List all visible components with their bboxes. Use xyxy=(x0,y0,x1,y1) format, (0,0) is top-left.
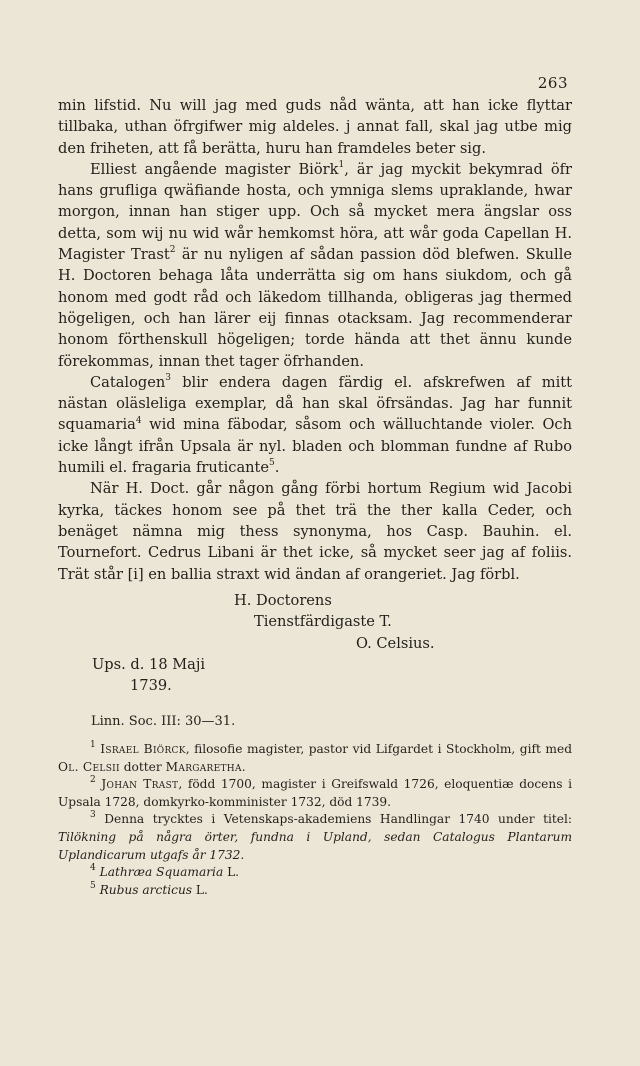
letter-body xyxy=(58,95,572,585)
footnote-text: Lathræa Squamaria xyxy=(99,865,224,880)
place-date: Ups. d. 18 Maji xyxy=(92,656,206,673)
footnote-text: Ol. Celsii xyxy=(58,759,120,774)
paragraph xyxy=(58,372,572,478)
paragraph xyxy=(58,159,572,372)
paragraph-text: wid mina fäbodar, såsom och wälluchtande violer. Och icke långt ifrån Upsala är nyl. bladen och blomman fundne af Rubo humili el. fragaria fruticante xyxy=(58,416,572,477)
paragraph xyxy=(58,95,572,159)
source-reference: Linn. Soc. III: 30—31. xyxy=(91,714,236,729)
paragraph xyxy=(58,478,572,584)
footnote xyxy=(58,882,572,900)
footnote-text: , född 1700, magister i Greifswald 1726, eloquentiæ docens i Upsala 1728, domkyrko-komminister 1732, död 1739. xyxy=(58,777,573,809)
footnotes xyxy=(58,741,572,899)
paragraph-text: är nu nyligen af sådan passion död blefwen. Skulle H. Doctoren behaga låta underrätta sig om hans siukdom, och gå honom med godt råd och läkedom tillhanda, obligeras jag thermed högeligen, och han lärer eij finnas otacksam. Jag recommenderar honom förthenskull högeligen; torde hända att thet ännu kunde förekommas, innan thet tager öfrhanden. xyxy=(58,246,572,370)
footnote xyxy=(58,864,572,882)
footnote xyxy=(58,776,572,811)
footnote-number: 2 xyxy=(90,775,96,786)
paragraph-text: min lifstid. Nu will jag med guds nåd wänta, att han icke flyttar tillbaka, uthan öfrgifwer mig aldeles. j annat fall, skal jag utbe mig den friheten, att få berätta, huru han framdeles beter sig. xyxy=(58,97,572,157)
footnote-marker: 2 xyxy=(169,245,176,256)
footnote-marker: 5 xyxy=(269,458,275,469)
footnote-text: , filosofie magister, pastor vid Lifgardet i Stockholm, gift med xyxy=(185,742,573,756)
footnote xyxy=(58,811,572,864)
paragraph-text: , är jag myckit bekymrad öfr hans grufliga qwäfiande hosta, och ymniga slems upraklande, hwar morgon, innan han stiger upp. Och så mycket mera ängslar oss detta, som wij nu wid wår hemkomst höra, att wår goda Capellan H. Magister Trast xyxy=(58,160,572,264)
paragraph-text: blir endera dagen färdig el. afskrefwen af mitt nästan oläsleliga exemplar, då han skal öfrsändas. Jag har funnit squamaria xyxy=(58,373,572,434)
closing-salutation: H. Doctorens xyxy=(234,592,332,609)
paragraph-text: Elliest angående magister Biörk xyxy=(90,160,339,178)
footnote-number: 5 xyxy=(90,880,96,891)
footnote-number: 3 xyxy=(90,810,96,821)
footnote-text: dotter xyxy=(119,759,166,774)
footnote-text: Johan Trast xyxy=(101,777,179,792)
footnote-marker: 3 xyxy=(165,373,171,383)
footnote-number: 4 xyxy=(90,863,96,874)
closing-title: Tienstfärdigaste T. xyxy=(254,613,392,630)
footnote-text: L. xyxy=(192,882,208,897)
footnote-marker: 1 xyxy=(338,160,345,171)
footnote-text: . xyxy=(241,759,246,774)
signature: O. Celsius. xyxy=(356,635,435,652)
page-number: 263 xyxy=(537,74,568,92)
footnote-text: Margaretha xyxy=(165,759,242,774)
paragraph-text: Catalogen xyxy=(90,373,166,391)
footnote-text: Israel Biörck xyxy=(100,742,186,756)
footnote-text: Denna trycktes i Vetenskaps-akademiens Handlingar 1740 under titel: xyxy=(104,812,572,827)
footnote xyxy=(58,741,572,776)
footnote-number: 1 xyxy=(90,739,96,750)
footnote-text: Tilökning på några örter, fundna i Upland, sedan Catalogus Plantarum Uplandicarum utgafs år 1732. xyxy=(58,829,572,862)
paragraph-text: När H. Doct. går någon gång förbi hortum Regium wid Jacobi kyrka, täckes honom see på thet trä the ther kalla Ceder, och benäget nämna mig thess synonyma, hos Casp. Bauhin. el. Tournefort. Cedrus Libani är thet icke, så mycket seer jag af foliis. Trät står [i] en ballia straxt wid ändan af orangeriet. Jag förbl. xyxy=(58,480,572,583)
year: 1739. xyxy=(130,677,172,694)
footnote-text: L. xyxy=(223,865,240,880)
footnote-text: Rubus arcticus xyxy=(99,882,193,897)
footnote-marker: 4 xyxy=(135,415,142,426)
paragraph-text: . xyxy=(274,459,280,477)
